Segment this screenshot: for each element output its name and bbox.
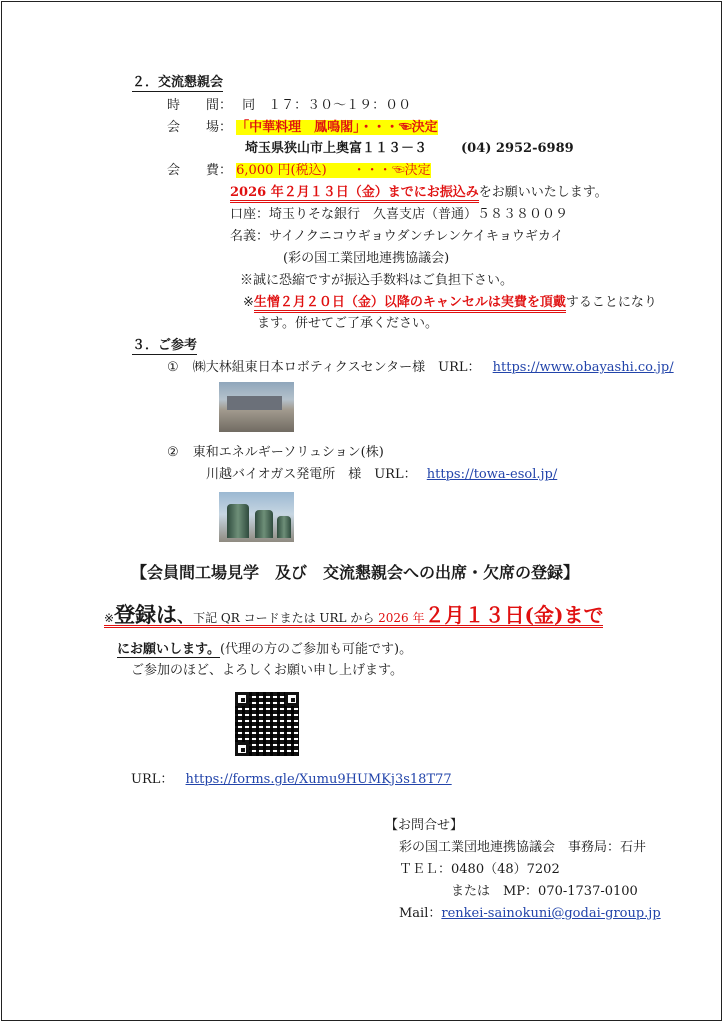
registration-line1 — [104, 602, 603, 632]
contact-mobile: または MP：070-1737-0100 — [451, 884, 638, 899]
biogas-plant-photo — [219, 492, 294, 542]
registration-url-label: URL： — [131, 772, 174, 787]
fee-row — [167, 163, 431, 179]
payment-deadline — [230, 185, 608, 201]
registration-mark: ※ — [104, 611, 115, 625]
venue-row — [167, 120, 438, 136]
registration-qr-code[interactable] — [235, 692, 299, 756]
cancel-note-policy: 生憎２月２０日（金）以降のキャンセルは実費を頂戴 — [254, 295, 566, 313]
registration-comma: 、 — [177, 607, 194, 626]
reference-2-number: ② — [167, 445, 179, 460]
reference-2 — [167, 445, 384, 461]
time-row — [167, 98, 411, 114]
contact-mail-label: Mail： — [399, 906, 442, 921]
reference-2-link[interactable]: https://towa-esol.jp/ — [426, 467, 558, 482]
registration-year: 2026 年 — [378, 611, 425, 625]
venue-address: 埼玉県狭山市上奥富１１３－３ — [245, 141, 428, 156]
reference-2-subname: 川越バイオガス発電所 様 URL： — [206, 467, 417, 482]
registration-request: にお願いします。 — [117, 642, 220, 657]
cancel-note-line2: ます。併せてご了承ください。 — [257, 316, 438, 331]
payment-deadline-tail: をお願いいたします。 — [478, 185, 608, 200]
contact-phone: ＴＥＬ：0480（48）7202 — [399, 862, 560, 877]
reference-1-link[interactable]: https://www.obayashi.co.jp/ — [492, 360, 674, 375]
cancel-note-mark: ※ — [243, 295, 254, 310]
contact-heading: 【お問合せ】 — [385, 818, 464, 833]
fee-label: 会 費： — [167, 163, 233, 178]
registration-form-link[interactable]: https://forms.gle/Xumu9HUMKj3s18T77 — [185, 772, 452, 787]
cancel-note — [243, 295, 657, 311]
section-3-heading: ３．ご参考 — [132, 338, 198, 353]
reference-1-number: ① — [167, 360, 179, 375]
contact-organization: 彩の国工業団地連携協議会 事務局：石井 — [399, 840, 647, 855]
fee-note: ※誠に恐縮ですが振込手数料はご負担下さい。 — [240, 273, 514, 288]
account-name-org: (彩の国工業団地連携協議会) — [283, 251, 450, 266]
cancel-note-tail: することになり — [565, 295, 657, 310]
registration-proxy-note: (代理の方のご参加も可能です)。 — [219, 642, 413, 657]
registration-method: 下記 QR コードまたは URL から — [193, 611, 375, 625]
contact-mail-link[interactable]: renkei-sainokuni@godai-group.jp — [441, 906, 661, 921]
registration-title: 【会員間工場見学 及び 交流懇親会への出席・欠席の登録】 — [131, 563, 580, 582]
time-label: 時 間： — [167, 98, 233, 113]
account-name: 名義：サイノクニコウギョウダンチレンケイキョウギカイ — [230, 229, 564, 244]
venue-label: 会 場： — [167, 120, 233, 135]
robotics-center-photo — [219, 382, 294, 432]
reference-1-name: ㈱大林組東日本ロボティクスセンター様 URL： — [192, 360, 481, 375]
registration-date: ２月１３日(金)まで — [424, 603, 604, 627]
reference-2-sub — [206, 467, 557, 483]
registration-big: 登録は — [114, 602, 178, 627]
section-2-heading: ２．交流懇親会 — [132, 75, 224, 90]
payment-deadline-date: 2026 年２月１３日（金）までにお振込み — [230, 185, 479, 203]
reference-1 — [167, 360, 674, 376]
bank-account: 口座：埼玉りそな銀行 久喜支店（普通）５８３８００９ — [230, 207, 569, 222]
registration-closing: ご参加のほど、よろしくお願い申し上げます。 — [131, 663, 403, 678]
fee-value: 6,000 円(税込) ・・・☜決定 — [236, 163, 431, 178]
contact-mail-row — [399, 906, 661, 922]
reference-2-name: 東和エネルギーソリュション(株) — [192, 445, 384, 460]
registration-line2 — [117, 642, 412, 658]
registration-url-row — [131, 772, 452, 788]
venue-phone: (04) 2952-6989 — [461, 141, 574, 156]
venue-name: 「中華料理 鳳鳴閣」・・・☜決定 — [236, 120, 438, 135]
time-value: 同 １７：３０～１９：００ — [242, 98, 412, 113]
